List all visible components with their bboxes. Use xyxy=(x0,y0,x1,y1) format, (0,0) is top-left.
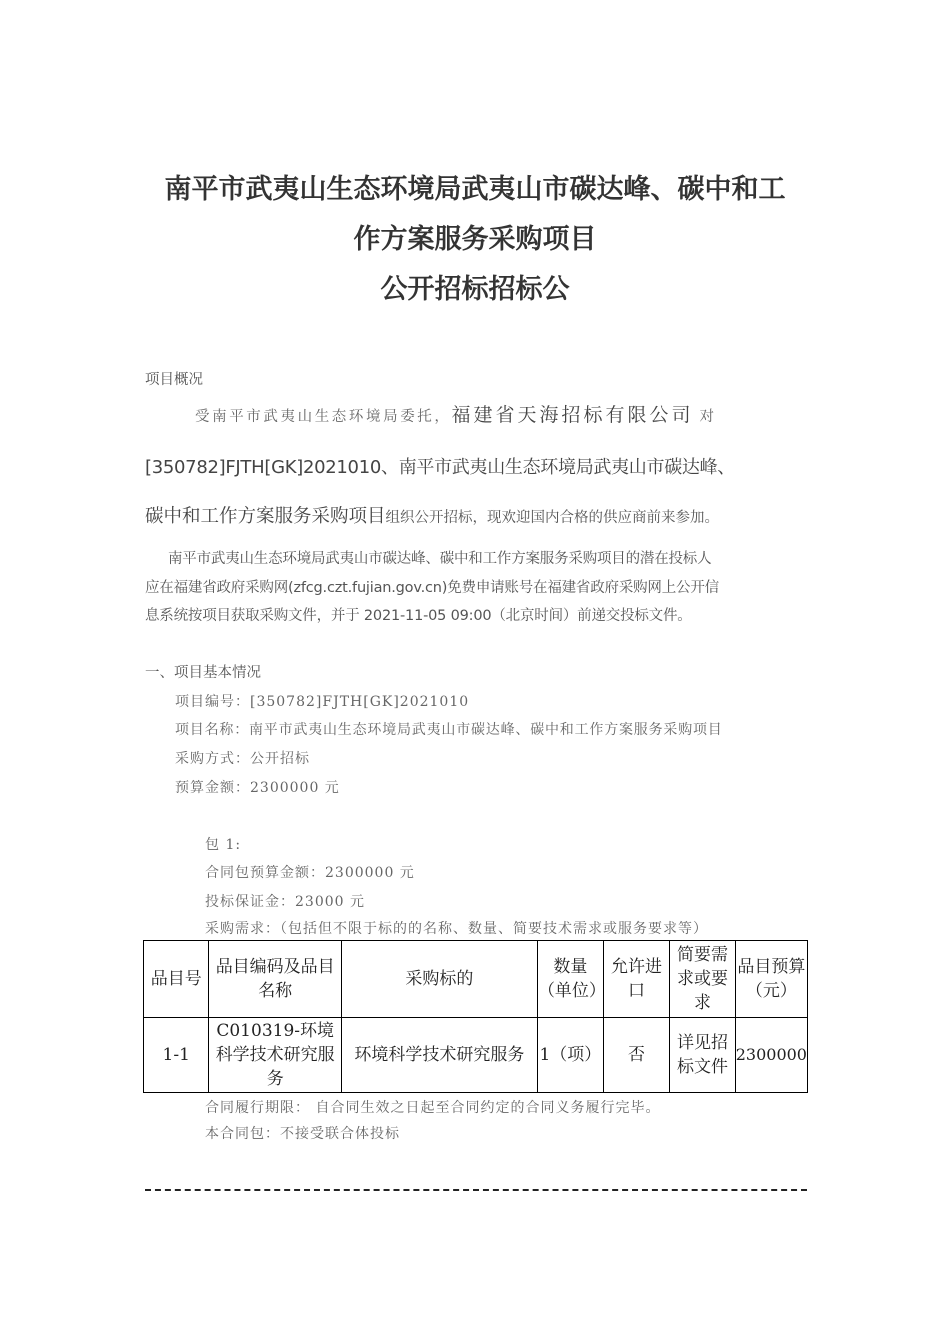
intro-dui: 对 xyxy=(699,409,715,425)
table-header-row xyxy=(144,941,808,1018)
intro-agency: 福建省天海招标有限公司 xyxy=(451,404,694,426)
doc-title-line-3: 公开招标招标公 xyxy=(380,274,570,305)
procurement-method: 采购方式：公开招标 xyxy=(175,751,310,767)
intro-line-3 xyxy=(145,502,719,533)
cell-requirement: 详见招标文件 xyxy=(670,1018,735,1093)
header-quantity: 数量（单位） xyxy=(537,941,603,1018)
cell-import-allowed: 否 xyxy=(603,1018,669,1093)
dashed-divider xyxy=(145,1189,807,1191)
header-item-code-name: 品目编码及品目名称 xyxy=(209,941,341,1018)
notice-line-3: 息系统按项目获取采购文件，并于 2021-11-05 09:00（北京时间）前递交投标文件。 xyxy=(145,608,692,624)
doc-title-line-2: 作方案服务采购项目 xyxy=(353,224,597,255)
intro-invite: 组织公开招标，现欢迎国内合格的供应商前来参加。 xyxy=(385,510,720,526)
package-label: 包 1: xyxy=(205,837,242,853)
cell-target: 环境科学技术研究服务 xyxy=(341,1018,537,1093)
cell-item-code-name: C010319-环境科学技术研究服务 xyxy=(209,1018,341,1093)
header-requirement: 简要需求或要求 xyxy=(670,941,735,1018)
contract-period: 合同履行期限： 自合同生效之日起至合同约定的合同义务履行完毕。 xyxy=(205,1100,661,1116)
table-row xyxy=(144,1018,808,1093)
header-target: 采购标的 xyxy=(341,941,537,1018)
bid-bond: 投标保证金：23000 元 xyxy=(205,894,365,910)
intro-project-name: 碳中和工作方案服务采购项目 xyxy=(145,506,386,527)
header-budget: 品目预算（元） xyxy=(735,941,807,1018)
cell-quantity: 1（项） xyxy=(537,1018,603,1093)
intro-part1: 受南平市武夷山生态环境局委托， xyxy=(195,409,452,425)
section1-heading: 一、项目基本情况 xyxy=(145,665,261,681)
items-table xyxy=(143,940,808,1093)
project-number: 项目编号：[350782]FJTH[GK]2021010 xyxy=(175,694,470,710)
project-name: 项目名称：南平市武夷山生态环境局武夷山市碳达峰、碳中和工作方案服务采购项目 xyxy=(175,722,723,738)
notice-line-2: 应在福建省政府采购网(zfcg.czt.fujian.gov.cn)免费申请账号在福建省政府采购网上公开信 xyxy=(145,580,719,596)
budget-amount: 预算金额：2300000 元 xyxy=(175,780,340,796)
package-budget: 合同包预算金额：2300000 元 xyxy=(205,865,415,881)
header-import-allowed: 允许进口 xyxy=(603,941,669,1018)
cell-budget: 2300000 xyxy=(735,1018,807,1093)
header-item-no: 品目号 xyxy=(144,941,209,1018)
intro-line-1 xyxy=(195,400,714,432)
procurement-requirement: 采购需求：（包括但不限于标的的名称、数量、简要技术需求或服务要求等） xyxy=(205,921,708,937)
overview-heading: 项目概况 xyxy=(145,372,203,388)
notice-line-1: 南平市武夷山生态环境局武夷山市碳达峰、碳中和工作方案服务采购项目的潜在投标人 xyxy=(168,551,712,567)
consortium-note: 本合同包：不接受联合体投标 xyxy=(205,1126,400,1142)
intro-line-2: [350782]FJTH[GK]2021010、南平市武夷山生态环境局武夷山市碳达峰、 xyxy=(145,457,736,478)
cell-item-no: 1-1 xyxy=(144,1018,209,1093)
doc-title-line-1: 南平市武夷山生态环境局武夷山市碳达峰、碳中和工 xyxy=(164,174,786,205)
